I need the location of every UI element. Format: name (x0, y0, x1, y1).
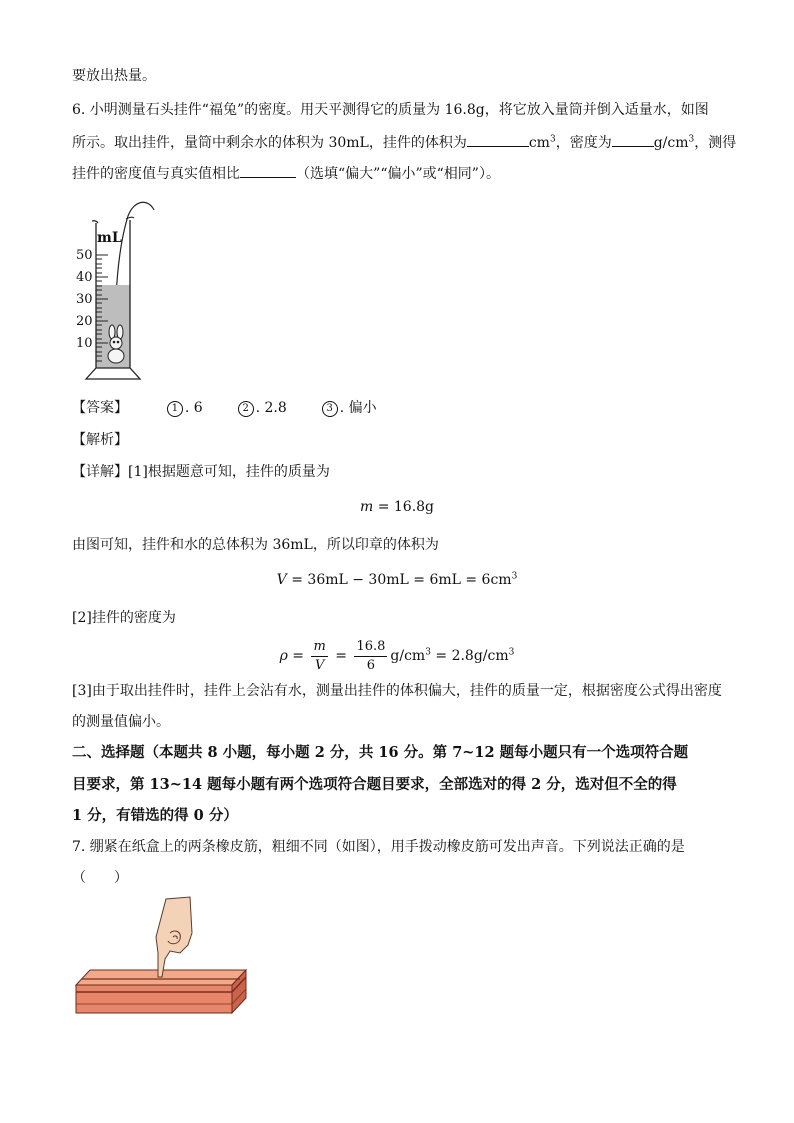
tick-label-40: 40 (76, 270, 93, 285)
unit-cm-exp: 3 (549, 134, 556, 145)
cylinder-base (86, 368, 140, 379)
section-2-heading-line-3: 1 分，有错选的得 0 分） (72, 807, 238, 824)
hand-icon (156, 897, 192, 977)
eq-mass-value: = 16.8g (373, 499, 435, 515)
rubber-band-box-figure (70, 893, 250, 1017)
answer-tag: 【答案】 (72, 400, 128, 416)
unit-gcm: g/cm (653, 135, 689, 151)
detail-line-1: 【详解】[1]根据题意可知，挂件的质量为 (72, 464, 330, 480)
unit-label: mL (97, 230, 122, 246)
graduated-cylinder-figure (70, 198, 170, 384)
eq-volume-value: = 36mL − 30mL = 6mL = 6cm (286, 572, 512, 588)
eq-volume-exp: 3 (511, 571, 518, 582)
eq-unit-1-exp: 3 (425, 647, 431, 658)
eq-equals-1: = (287, 648, 309, 664)
q6-line-3-text-b: （选填“偏大”“偏小”或“相同”）。 (296, 166, 500, 182)
q7-line-2: （ ） (72, 870, 128, 886)
box-front (76, 985, 232, 1013)
blank-density (612, 131, 654, 147)
fraction-m: m (311, 638, 327, 657)
detail-line-4: [3]由于取出挂件时，挂件上会沾有水，测量出挂件的体积偏大，挂件的质量一定，根据密度公式得出密度 (72, 683, 722, 699)
section-2-heading-line-1: 二、选择题（本题共 8 小题，每小题 2 分，共 16 分。第 7~12 题每小题只有一个选项符合题 (72, 744, 689, 761)
equation-mass (0, 497, 794, 517)
q7-line-1: 7. 绷紧在纸盒上的两条橡皮筋，粗细不同（如图），用手拨动橡皮筋可发出声音。下列说法正确的是 (72, 839, 685, 855)
answer-item-3 (322, 398, 377, 418)
eq-unit-1: g/cm (390, 648, 426, 664)
fraction-6: 6 (366, 657, 376, 673)
q6-line-2-text-a: 所示。取出挂件，量筒中剩余水的体积为 30mL，挂件的体积为 (72, 135, 467, 151)
tick-label-30: 30 (76, 292, 93, 307)
answer-text-2: . 2.8 (255, 400, 287, 416)
q6-line-2-text-e: ，测得 (694, 135, 737, 151)
q6-line-2 (72, 131, 736, 153)
q6-line-3 (72, 162, 500, 184)
answer-line (72, 398, 377, 418)
fraction-m-over-v (311, 638, 327, 675)
answer-text-3: . 偏小 (339, 400, 377, 416)
q6-line-3-text-a: 挂件的密度值与真实值相比 (72, 166, 240, 182)
equation-density (0, 634, 794, 678)
q6-line-2-text-c: ，密度为 (555, 135, 612, 151)
fraction-v: V (314, 657, 325, 673)
eq-result-exp: 3 (508, 647, 515, 658)
eq-result: = 2.8g/cm (430, 648, 509, 664)
unit-gcm-exp: 3 (688, 134, 695, 145)
unit-cm: cm (528, 135, 550, 151)
eq-mass-var: m (359, 499, 374, 515)
equation-volume (0, 570, 794, 590)
blank-volume (467, 131, 529, 147)
eq-equals-2: = (330, 648, 352, 664)
continued-text: 要放出热量。 (72, 68, 156, 84)
answer-item-1 (167, 398, 203, 418)
tick-label-20: 20 (76, 314, 93, 329)
blank-comparison (240, 162, 296, 178)
fraction-numeric (354, 638, 387, 675)
answer-mark-1: 1 (167, 401, 183, 417)
answer-mark-2: 2 (238, 401, 254, 417)
answer-text-1: . 6 (184, 400, 203, 416)
detail-line-5: 的测量值偏小。 (72, 714, 170, 730)
q6-line-1: 6. 小明测量石头挂件“福兔”的密度。用天平测得它的质量为 16.8g，将它放入量筒并倒入适量水，如图 (72, 102, 709, 118)
eq-rho: ρ (279, 648, 288, 664)
answer-mark-3: 3 (322, 401, 338, 417)
detail-line-3: [2]挂件的密度为 (72, 610, 176, 626)
detail-line-2: 由图可知，挂件和水的总体积为 36mL，所以印章的体积为 (72, 537, 439, 553)
analysis-tag: 【解析】 (72, 432, 128, 448)
section-2-heading-line-2: 目要求，第 13~14 题每小题有两个选项符合题目要求，全部选对的得 2 分，选对但不全的得 (72, 776, 677, 793)
fraction-16-8: 16.8 (354, 638, 387, 657)
tick-label-10: 10 (76, 336, 93, 351)
tick-label-50: 50 (76, 248, 93, 263)
eq-volume-var: V (276, 572, 287, 588)
answer-item-2 (238, 398, 287, 418)
